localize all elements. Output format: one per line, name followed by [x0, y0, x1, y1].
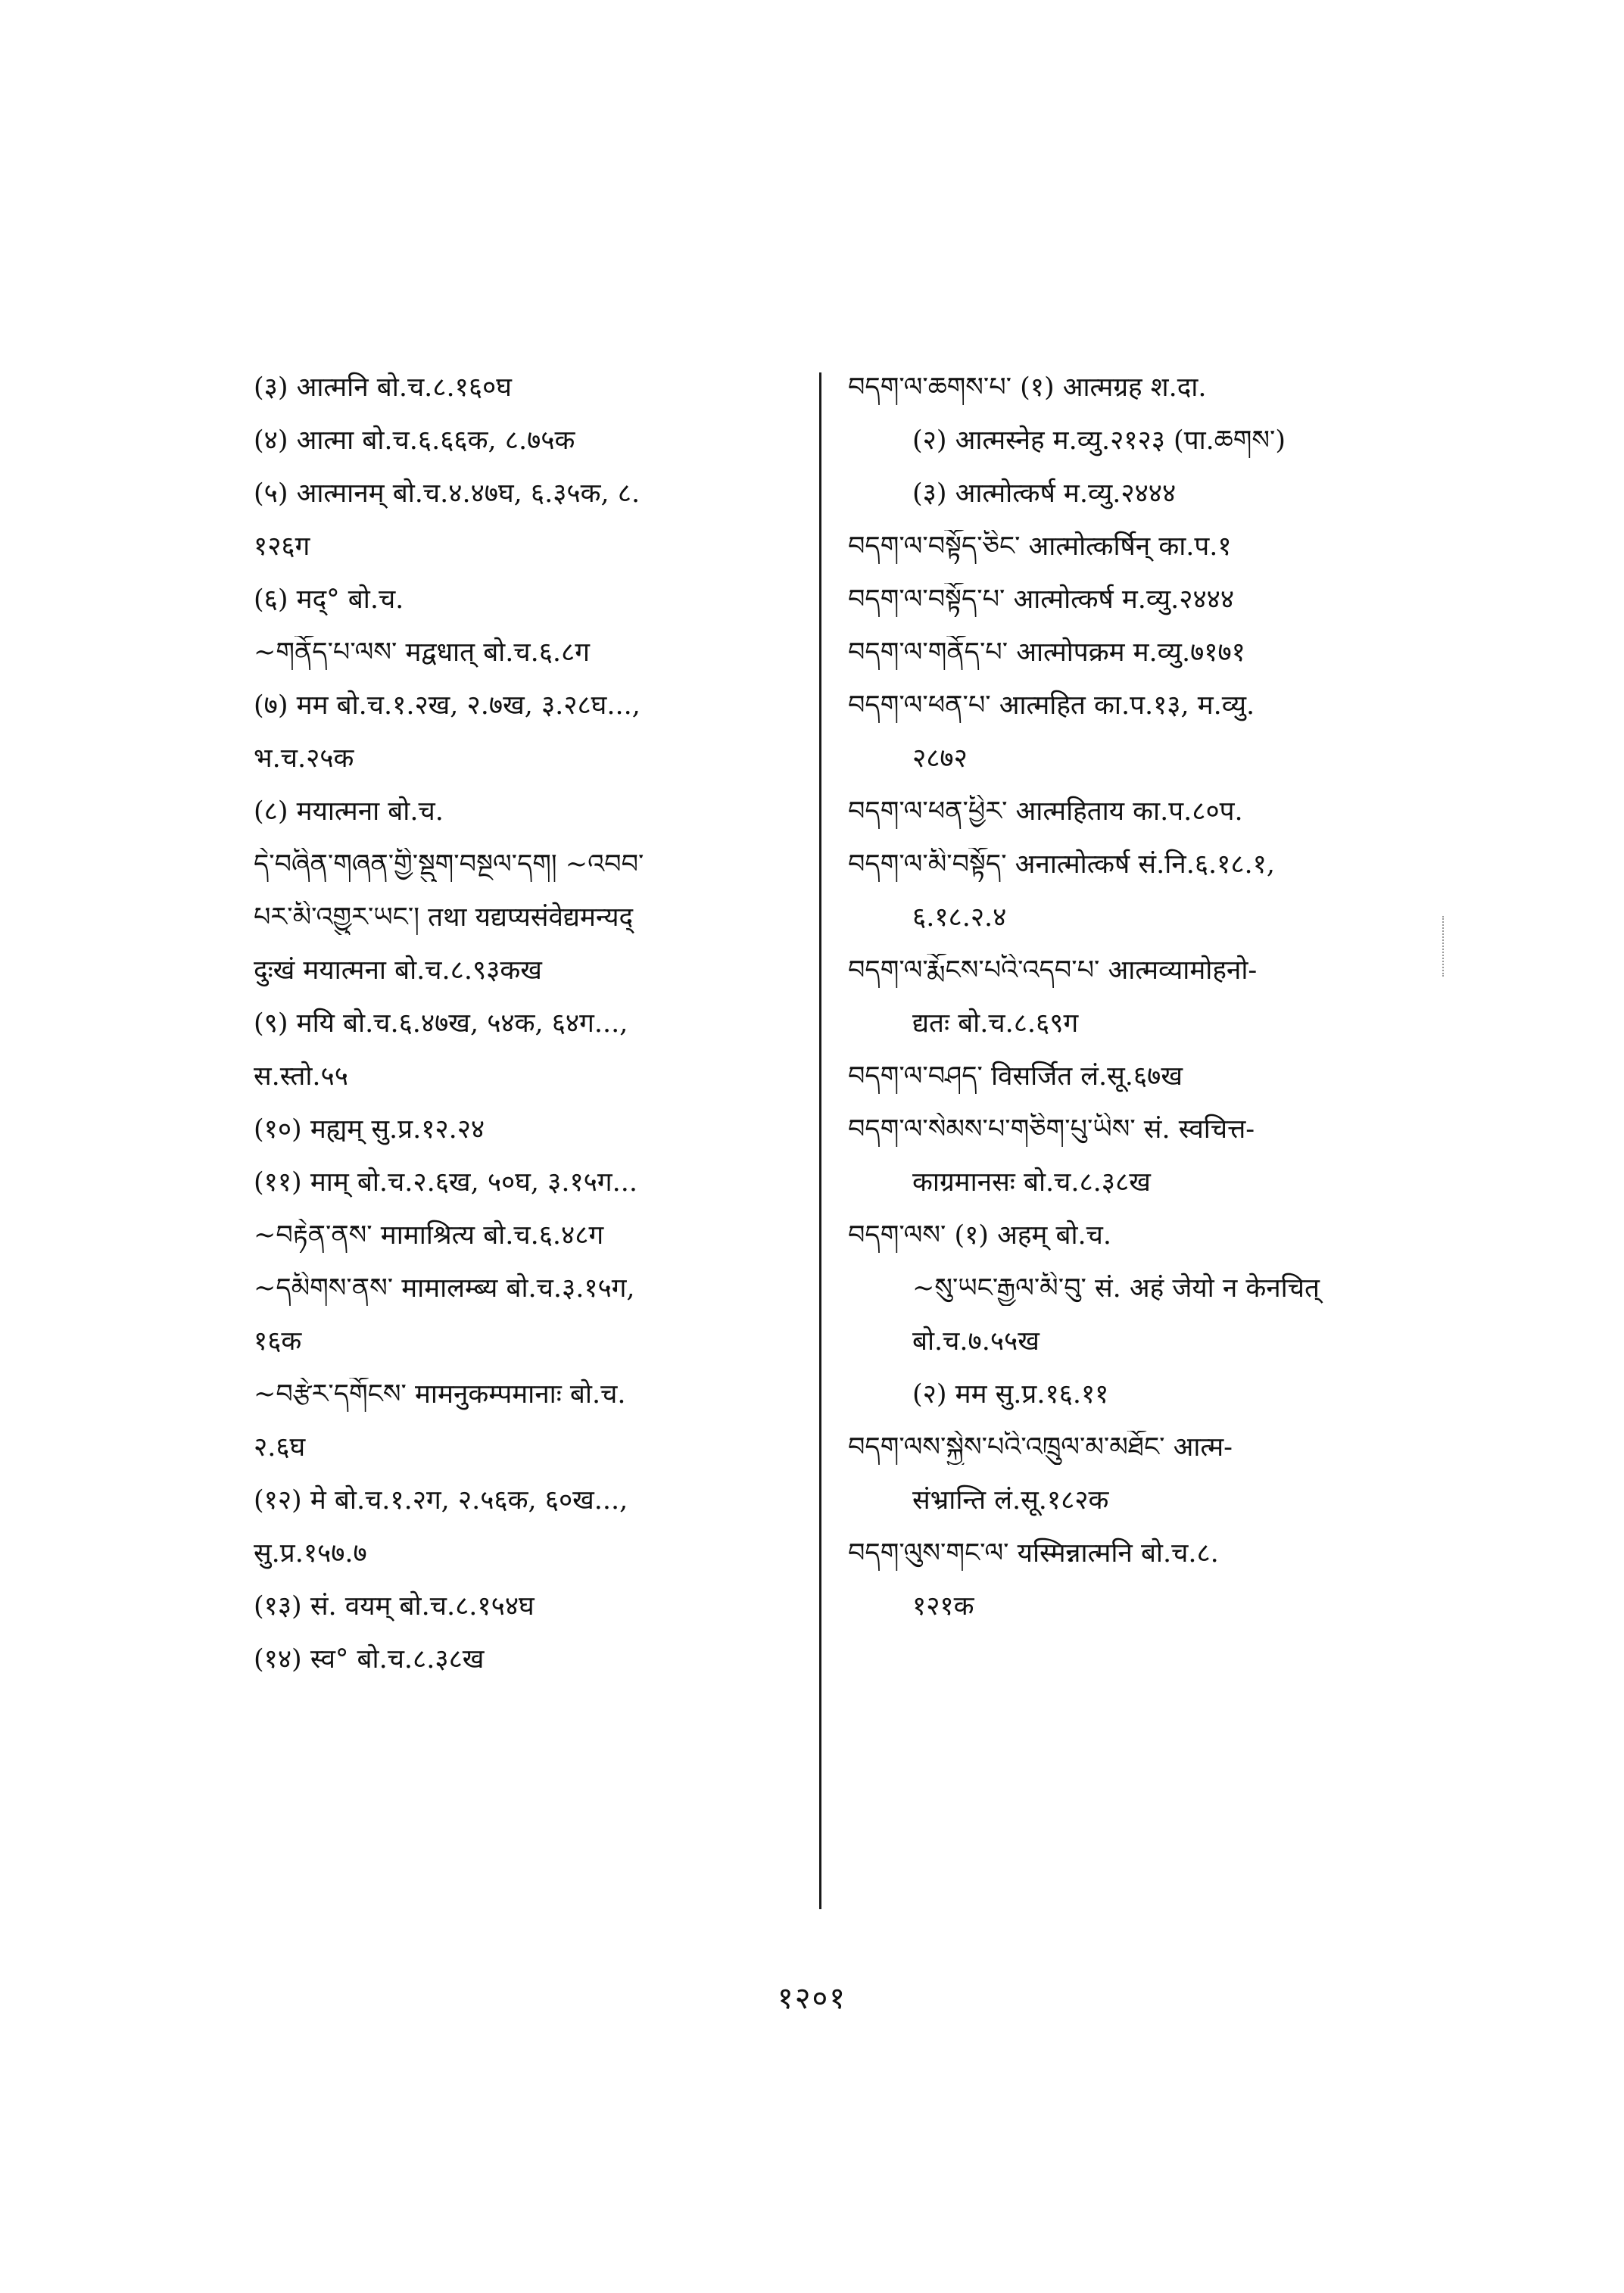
- entry-line: द्यतः बो.च.८.६९ग: [912, 1008, 1079, 1039]
- entry-line: (१४) स्व° बो.च.८.३८ख: [254, 1644, 485, 1675]
- entry-line: ~བརྩེར་དགོངས་ मामनुकम्पमानाः बो.च.: [254, 1379, 626, 1410]
- entry-line: संभ्रान्ति लं.सू.१८२क: [912, 1485, 1109, 1516]
- left-column: [254, 371, 806, 1696]
- entry-line: ~གནོད་པ་ལས་ मद्वधात् बो.च.६.८ग: [254, 637, 590, 668]
- entry-line: ~བརྟེན་ནས་ मामाश्रित्य बो.च.६.४८ग: [254, 1220, 604, 1251]
- entry-line: स.स्तो.५५: [254, 1061, 348, 1092]
- entry-line: བདག་ལ་ཕན་པ་ आत्महित का.प.१३, म.व्यु.: [848, 690, 1255, 721]
- entry-line: (२) आत्मस्नेह म.व्यु.२१२३ (पा.ཆགས་): [912, 425, 1286, 456]
- entry-line: དེ་བཞིན་གཞན་གྱི་སྡུག་བསྔལ་དག། ~འབབ་: [254, 849, 644, 880]
- page-number: १२०१: [777, 1981, 847, 2016]
- entry-line: ६.१८.२.४: [912, 902, 1007, 933]
- entry-line: १२१क: [912, 1591, 974, 1622]
- entry-line: २.६घ: [254, 1432, 306, 1463]
- entry-line: (८) मयात्मना बो.च.: [254, 796, 444, 827]
- entry-line: (२) मम सु.प्र.१६.११: [912, 1379, 1109, 1410]
- entry-line: བདག་ལ་རྨོངས་པའི་འདབ་པ་ आत्मव्यामोहनो-: [848, 955, 1258, 986]
- entry-line: सु.प्र.१५७.७: [254, 1538, 367, 1569]
- entry-line: བདག་ལས་ (१) अहम् बो.च.: [848, 1220, 1111, 1251]
- entry-line: १६क: [254, 1326, 302, 1357]
- entry-line: (३) आत्मनि बो.च.८.१६०घ: [254, 372, 512, 403]
- entry-line: བདག་ལུས་གང་ལ་ यस्मिन्नात्मनि बो.च.८.: [848, 1538, 1219, 1569]
- entry-line: (७) मम बो.च.१.२ख, २.७ख, ३.२८घ...,: [254, 690, 641, 721]
- entry-line: བདག་ལ་ཕན་ཕྱིར་ आत्महिताय का.प.८०प.: [848, 796, 1243, 827]
- entry-line: २८७२: [912, 743, 968, 774]
- entry-line: བདག་ལས་སྐྱེས་པའི་འཁྲུལ་མ་མཐོང་ आत्म-: [848, 1432, 1233, 1463]
- entry-line: བདག་ལ་སེམས་པ་གཅིག་པུ་ཡིས་ सं. स्वचित्त-: [848, 1114, 1255, 1145]
- entry-line: བདག་ལ་བསྟོད་པ་ आत्मोत्कर्ष म.व्यु.२४४४: [848, 584, 1235, 615]
- entry-line: भ.च.२५क: [254, 743, 354, 774]
- entry-line: दुःखं मयात्मना बो.च.८.९३कख: [254, 955, 542, 986]
- entry-line: काग्रमानसः बो.च.८.३८ख: [912, 1167, 1151, 1198]
- entry-line: པར་མི་འགྱུར་ཡང་། तथा यद्यप्यसंवेद्यमन्यद्: [254, 902, 634, 933]
- entry-line: བདག་ལ་ཆགས་པ་ (१) आत्मग्रह श.दा.: [848, 372, 1207, 403]
- column-divider: [819, 372, 821, 1909]
- entry-line: (९) मयि बो.च.६.४७ख, ५४क, ६४ग...,: [254, 1008, 628, 1039]
- entry-line: बो.च.७.५५ख: [912, 1326, 1040, 1357]
- entry-line: (११) माम् बो.च.२.६ख, ५०घ, ३.१५ग...: [254, 1167, 637, 1198]
- entry-line: བདག་ལ་བསྟོད་ཅིང་ आत्मोत्कर्षिन् का.प.१: [848, 531, 1232, 562]
- entry-line: བདག་ལ་གནོད་པ་ आत्मोपक्रम म.व्यु.७१७१: [848, 637, 1245, 668]
- right-column: [848, 371, 1469, 1643]
- entry-line: (१०) मह्यम् सु.प्र.१२.२४: [254, 1114, 485, 1145]
- entry-line: བདག་ལ་བཤད་ विसर्जित लं.सू.६७ख: [848, 1061, 1183, 1092]
- entry-line: (४) आत्मा बो.च.६.६६क, ८.७५क: [254, 425, 575, 456]
- entry-line: (३) आत्मोत्कर्ष म.व्यु.२४४४: [912, 478, 1177, 509]
- entry-line: (५) आत्मानम् बो.च.४.४७घ, ६.३५क, ८.: [254, 478, 641, 509]
- margin-mark: [1442, 916, 1445, 977]
- entry-line: १२६ग: [254, 531, 310, 562]
- entry-line: ~དམིགས་ནས་ मामालम्ब्य बो.च.३.१५ग,: [254, 1273, 635, 1304]
- entry-line: (१३) सं. वयम् बो.च.८.१५४घ: [254, 1591, 535, 1622]
- entry-line: (६) मद्° बो.च.: [254, 584, 404, 615]
- entry-line: བདག་ལ་མི་བསྟོད་ अनात्मोत्कर्ष सं.नि.६.१८.१,: [848, 849, 1275, 880]
- entry-line: ~སུ་ཡང་རྒྱལ་མི་བུ་ सं. अहं जेयो न केनचित्: [912, 1273, 1320, 1304]
- entry-line: (१२) मे बो.च.१.२ग, २.५६क, ६०ख...,: [254, 1485, 628, 1516]
